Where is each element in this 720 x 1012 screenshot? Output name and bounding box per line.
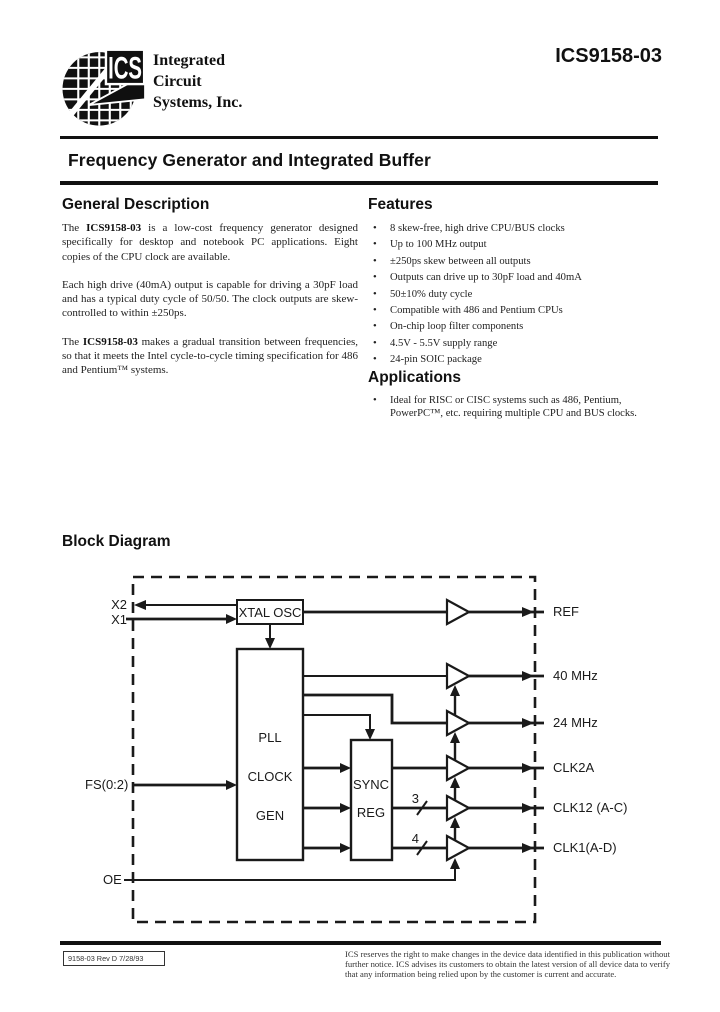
pin-label-oe: OE <box>103 872 122 887</box>
buffer-clk1 <box>447 836 469 860</box>
general-description-section <box>62 196 358 392</box>
feature-item: • Outputs can drive up to 30pF load and 40mA <box>368 270 660 286</box>
footer-rule <box>60 941 661 945</box>
company-name <box>153 50 242 113</box>
buffer-clk12 <box>447 796 469 820</box>
buffer-ref <box>447 600 469 624</box>
output-label-clk2a: CLK2A <box>553 760 595 775</box>
revision-label: 9158-03 Rev D 7/28/93 <box>63 951 165 966</box>
pin-label-x2: X2 <box>111 597 127 612</box>
sync-label-2: REG <box>356 805 386 820</box>
buffer-clk2a <box>447 756 469 780</box>
arrowheads <box>134 600 534 869</box>
output-label-24mhz: 24 MHz <box>553 715 598 730</box>
block-diagram-heading: Block Diagram <box>62 533 171 550</box>
description-paragraph: The ICS9158-03 makes a gradual transition between frequencies, so that it meets the Intel cycle-to-cycle timing specification for 486 and Pentium™ systems. <box>62 335 358 377</box>
legal-disclaimer: ICS reserves the right to make changes in the device data identified in this publication without further notice. ICS advises its customers to obtain the latest version of all device data to verify that any information being relied upon by the customer is current and accurate. <box>345 949 670 980</box>
features-list <box>368 221 660 369</box>
ics-logo-graphic <box>62 44 148 128</box>
description-paragraph: Each high drive (40mA) output is capable for driving a 30pF load and has a typical duty cycle of 50/50. The clock outputs are skew-controlled to within ±250ps. <box>62 278 358 320</box>
feature-item: • 24-pin SOIC package <box>368 352 660 368</box>
feature-item: • 8 skew-free, high drive CPU/BUS clocks <box>368 221 660 237</box>
output-label-40mhz: 40 MHz <box>553 668 598 683</box>
pll-clock-gen-block <box>237 649 303 860</box>
logo-ics-text: ICS <box>108 49 143 86</box>
output-label-clk1: CLK1(A-D) <box>553 840 617 855</box>
bus-width-clk1: 4 <box>411 831 419 846</box>
pll-label-2: CLOCK <box>247 769 293 784</box>
description-paragraph: The ICS9158-03 is a low-cost frequency generator designed specifically for desktop and notebook PC applications. Eight copies of the CPU clock are available. <box>62 222 358 263</box>
page-title: Frequency Generator and Integrated Buffer <box>68 149 431 170</box>
feature-item: • ±250ps skew between all outputs <box>368 254 660 270</box>
buffer-24mhz <box>447 711 469 735</box>
pin-label-fs: FS(0:2) <box>85 777 129 792</box>
features-heading: Features <box>368 196 433 213</box>
company-line: Integrated <box>153 52 225 69</box>
pll-label-1: PLL <box>258 730 282 745</box>
output-label-ref: REF <box>553 604 579 619</box>
feature-item: • On-chip loop filter components <box>368 319 660 335</box>
features-section <box>368 196 660 423</box>
bus-width-clk12: 3 <box>411 791 419 806</box>
feature-item: • 4.5V - 5.5V supply range <box>368 336 660 352</box>
feature-item: • Compatible with 486 and Pentium CPUs <box>368 303 660 319</box>
title-bar <box>60 136 658 185</box>
general-description-heading: General Description <box>62 196 210 213</box>
block-diagram <box>80 570 640 940</box>
pll-label-3: GEN <box>255 808 285 823</box>
sync-reg-block <box>351 740 392 860</box>
applications-list <box>368 394 648 421</box>
applications-heading: Applications <box>368 368 462 386</box>
buffer-40mhz <box>447 664 469 688</box>
chip-boundary <box>133 577 535 922</box>
xtal-osc-label: XTAL OSC <box>238 605 302 620</box>
feature-item: • Up to 100 MHz output <box>368 237 660 253</box>
signal-lines <box>124 605 544 880</box>
company-line: Circuit <box>153 73 202 90</box>
output-label-clk12: CLK12 (A-C) <box>553 800 628 815</box>
company-line: Systems, Inc. <box>153 94 243 111</box>
pin-label-x1: X1 <box>111 612 127 627</box>
part-number: ICS9158-03 <box>555 45 662 67</box>
feature-item: • 50±10% duty cycle <box>368 287 660 303</box>
application-item: • Ideal for RISC or CISC systems such as 486, Pentium, PowerPC™, etc. requiring multiple CPU and BUS clocks. <box>368 394 648 421</box>
output-buffers <box>447 600 469 860</box>
ics-logo <box>62 44 148 128</box>
sync-label-1: SYNC <box>352 777 390 792</box>
